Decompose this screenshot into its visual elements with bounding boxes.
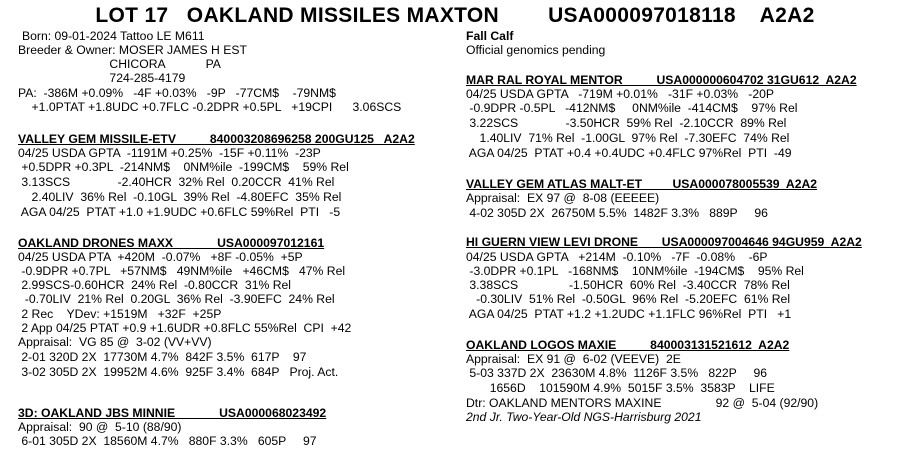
dam-heading: OAKLAND DRONES MAXX USA000097012161 bbox=[18, 236, 325, 250]
mgs-line: 1.40LIV 71% Rel -1.00GL 97% Rel -7.30EFC 74% Rel bbox=[466, 131, 790, 145]
dam-line: 2.99SCS-0.60HCR 24% Rel -0.80CCR 31% Rel bbox=[18, 278, 291, 292]
granddam2-line: Dtr: OAKLAND MENTORS MAXINE 92 @ 5-04 (92/90) bbox=[466, 396, 819, 410]
breeder-phone: 724-285-4179 bbox=[18, 71, 186, 85]
dam-line: 2 App 04/25 PTAT +0.9 +1.6UDR +0.8FLC 55%Rel CPI +42 bbox=[18, 321, 352, 335]
dam-line: 2 Rec YDev: +1519M +32F +25P bbox=[18, 307, 222, 321]
breeder-city: CHICORA PA bbox=[18, 57, 221, 71]
dam-line: 2-01 320D 2X 17730M 4.7% 842F 3.5% 617P 97 bbox=[18, 350, 307, 364]
fall-calf-label: Fall Calf bbox=[466, 29, 514, 43]
mgs2-line: 04/25 USDA GPTA +214M -0.10% -7F -0.08% -6P bbox=[466, 250, 768, 264]
award-line: 2nd Jr. Two-Year-Old NGS-Harrisburg 2021 bbox=[466, 410, 702, 424]
mgs-line: AGA 04/25 PTAT +0.4 +0.4UDC +0.4FLC 97%Rel PTI -49 bbox=[466, 146, 792, 160]
mgs2-line: AGA 04/25 PTAT +1.2 +1.2UDC +1.1FLC 96%Rel PTI +1 bbox=[466, 307, 792, 321]
sire-line: 3.13SCS -2.40HCR 32% Rel 0.20CCR 41% Rel bbox=[18, 175, 335, 189]
dam3d-line: 6-01 305D 2X 18560M 4.7% 880F 3.3% 605P 97 bbox=[18, 434, 317, 448]
sire-line: 04/25 USDA GPTA -1191M +0.25% -15F +0.11% -23P bbox=[18, 146, 321, 160]
mgs2-line: 3.38SCS -1.50HCR 60% Rel -3.40CCR 78% Rel bbox=[466, 278, 790, 292]
dam3d-heading: 3D: OAKLAND JBS MINNIE USA000068023492 bbox=[18, 406, 327, 420]
lot-title: LOT 17 OAKLAND MISSILES MAXTON USA000097018118 A2A2 bbox=[95, 4, 815, 27]
mgs-line: -0.9DPR -0.5PL -412NM$ 0NM%ile -414CM$ 97% Rel bbox=[466, 101, 798, 115]
sire-line: +0.5DPR +0.3PL -214NM$ 0NM%ile -199CM$ 59% Rel bbox=[18, 160, 349, 174]
dam3d-line: Appraisal: 90 @ 5-10 (88/90) bbox=[18, 420, 182, 434]
born-line: Born: 09-01-2024 Tattoo LE M611 bbox=[22, 29, 205, 43]
dam-line: -0.9DPR +0.7PL +57NM$ 49NM%ile +46CM$ 47% Rel bbox=[18, 264, 346, 278]
granddam2-line: 5-03 337D 2X 23630M 4.8% 1126F 3.5% 822P 96 bbox=[466, 366, 768, 380]
dam-line: -0.70LIV 21% Rel 0.20GL 36% Rel -3.90EFC 24% Rel bbox=[18, 292, 335, 306]
mgs-line: 3.22SCS -3.50HCR 59% Rel -2.10CCR 89% Rel bbox=[466, 116, 787, 130]
granddam-line: 4-02 305D 2X 26750M 5.5% 1482F 3.3% 889P 96 bbox=[466, 206, 768, 220]
granddam2-heading: OAKLAND LOGOS MAXIE 840003131521612 A2A2 bbox=[466, 338, 790, 352]
mgs-line: 04/25 USDA GPTA -719M +0.01% -31F +0.03% -20P bbox=[466, 87, 775, 101]
granddam-heading: VALLEY GEM ATLAS MALT-ET USA000078005539 A2A2 bbox=[466, 177, 818, 191]
granddam2-line: 1656D 101590M 4.9% 5015F 3.5% 3583P LIFE bbox=[466, 381, 775, 395]
sire-heading: VALLEY GEM MISSILE-ETV 840003208696258 200GU125 A2A2 bbox=[18, 132, 415, 146]
dam-line: 3-02 305D 2X 19952M 4.6% 925F 3.4% 684P Proj. Act. bbox=[18, 365, 339, 379]
mgs-heading: MAR RAL ROYAL MENTOR USA000000604702 31GU612 A2A2 bbox=[466, 73, 857, 87]
sire-line: AGA 04/25 PTAT +1.0 +1.9UDC +0.6FLC 59%Rel PTI -5 bbox=[18, 205, 341, 219]
dam-line: 04/25 USDA PTA +420M -0.07% +8F -0.05% +5P bbox=[18, 250, 303, 264]
dam-line: Appraisal: VG 85 @ 3-02 (VV+VV) bbox=[18, 335, 212, 349]
granddam-line: Appraisal: EX 97 @ 8-08 (EEEEE) bbox=[466, 191, 660, 205]
mgs2-line: -3.0DPR +0.1PL -168NM$ 10NM%ile -194CM$ 95% Rel bbox=[466, 264, 804, 278]
mgs2-line: -0.30LIV 51% Rel -0.50GL 96% Rel -5.20EFC 61% Rel bbox=[466, 292, 791, 306]
breeder-line: Breeder & Owner: MOSER JAMES H EST bbox=[18, 43, 247, 57]
sire-line: 2.40LIV 36% Rel -0.10GL 39% Rel -4.80EFC 35% Rel bbox=[18, 190, 342, 204]
pa-line-2: +1.0PTAT +1.8UDC +0.7FLC -0.2DPR +0.5PL +19CPI 3.06SCS bbox=[18, 100, 402, 114]
pa-line-1: PA: -386M +0.09% -4F +0.03% -9P -77CM$ -79NM$ bbox=[18, 86, 336, 100]
genomics-note: Official genomics pending bbox=[466, 43, 606, 57]
granddam2-line: Appraisal: EX 91 @ 6-02 (VEEVE) 2E bbox=[466, 352, 681, 366]
mgs2-heading: HI GUERN VIEW LEVI DRONE USA000097004646 94GU959 A2A2 bbox=[466, 235, 862, 249]
